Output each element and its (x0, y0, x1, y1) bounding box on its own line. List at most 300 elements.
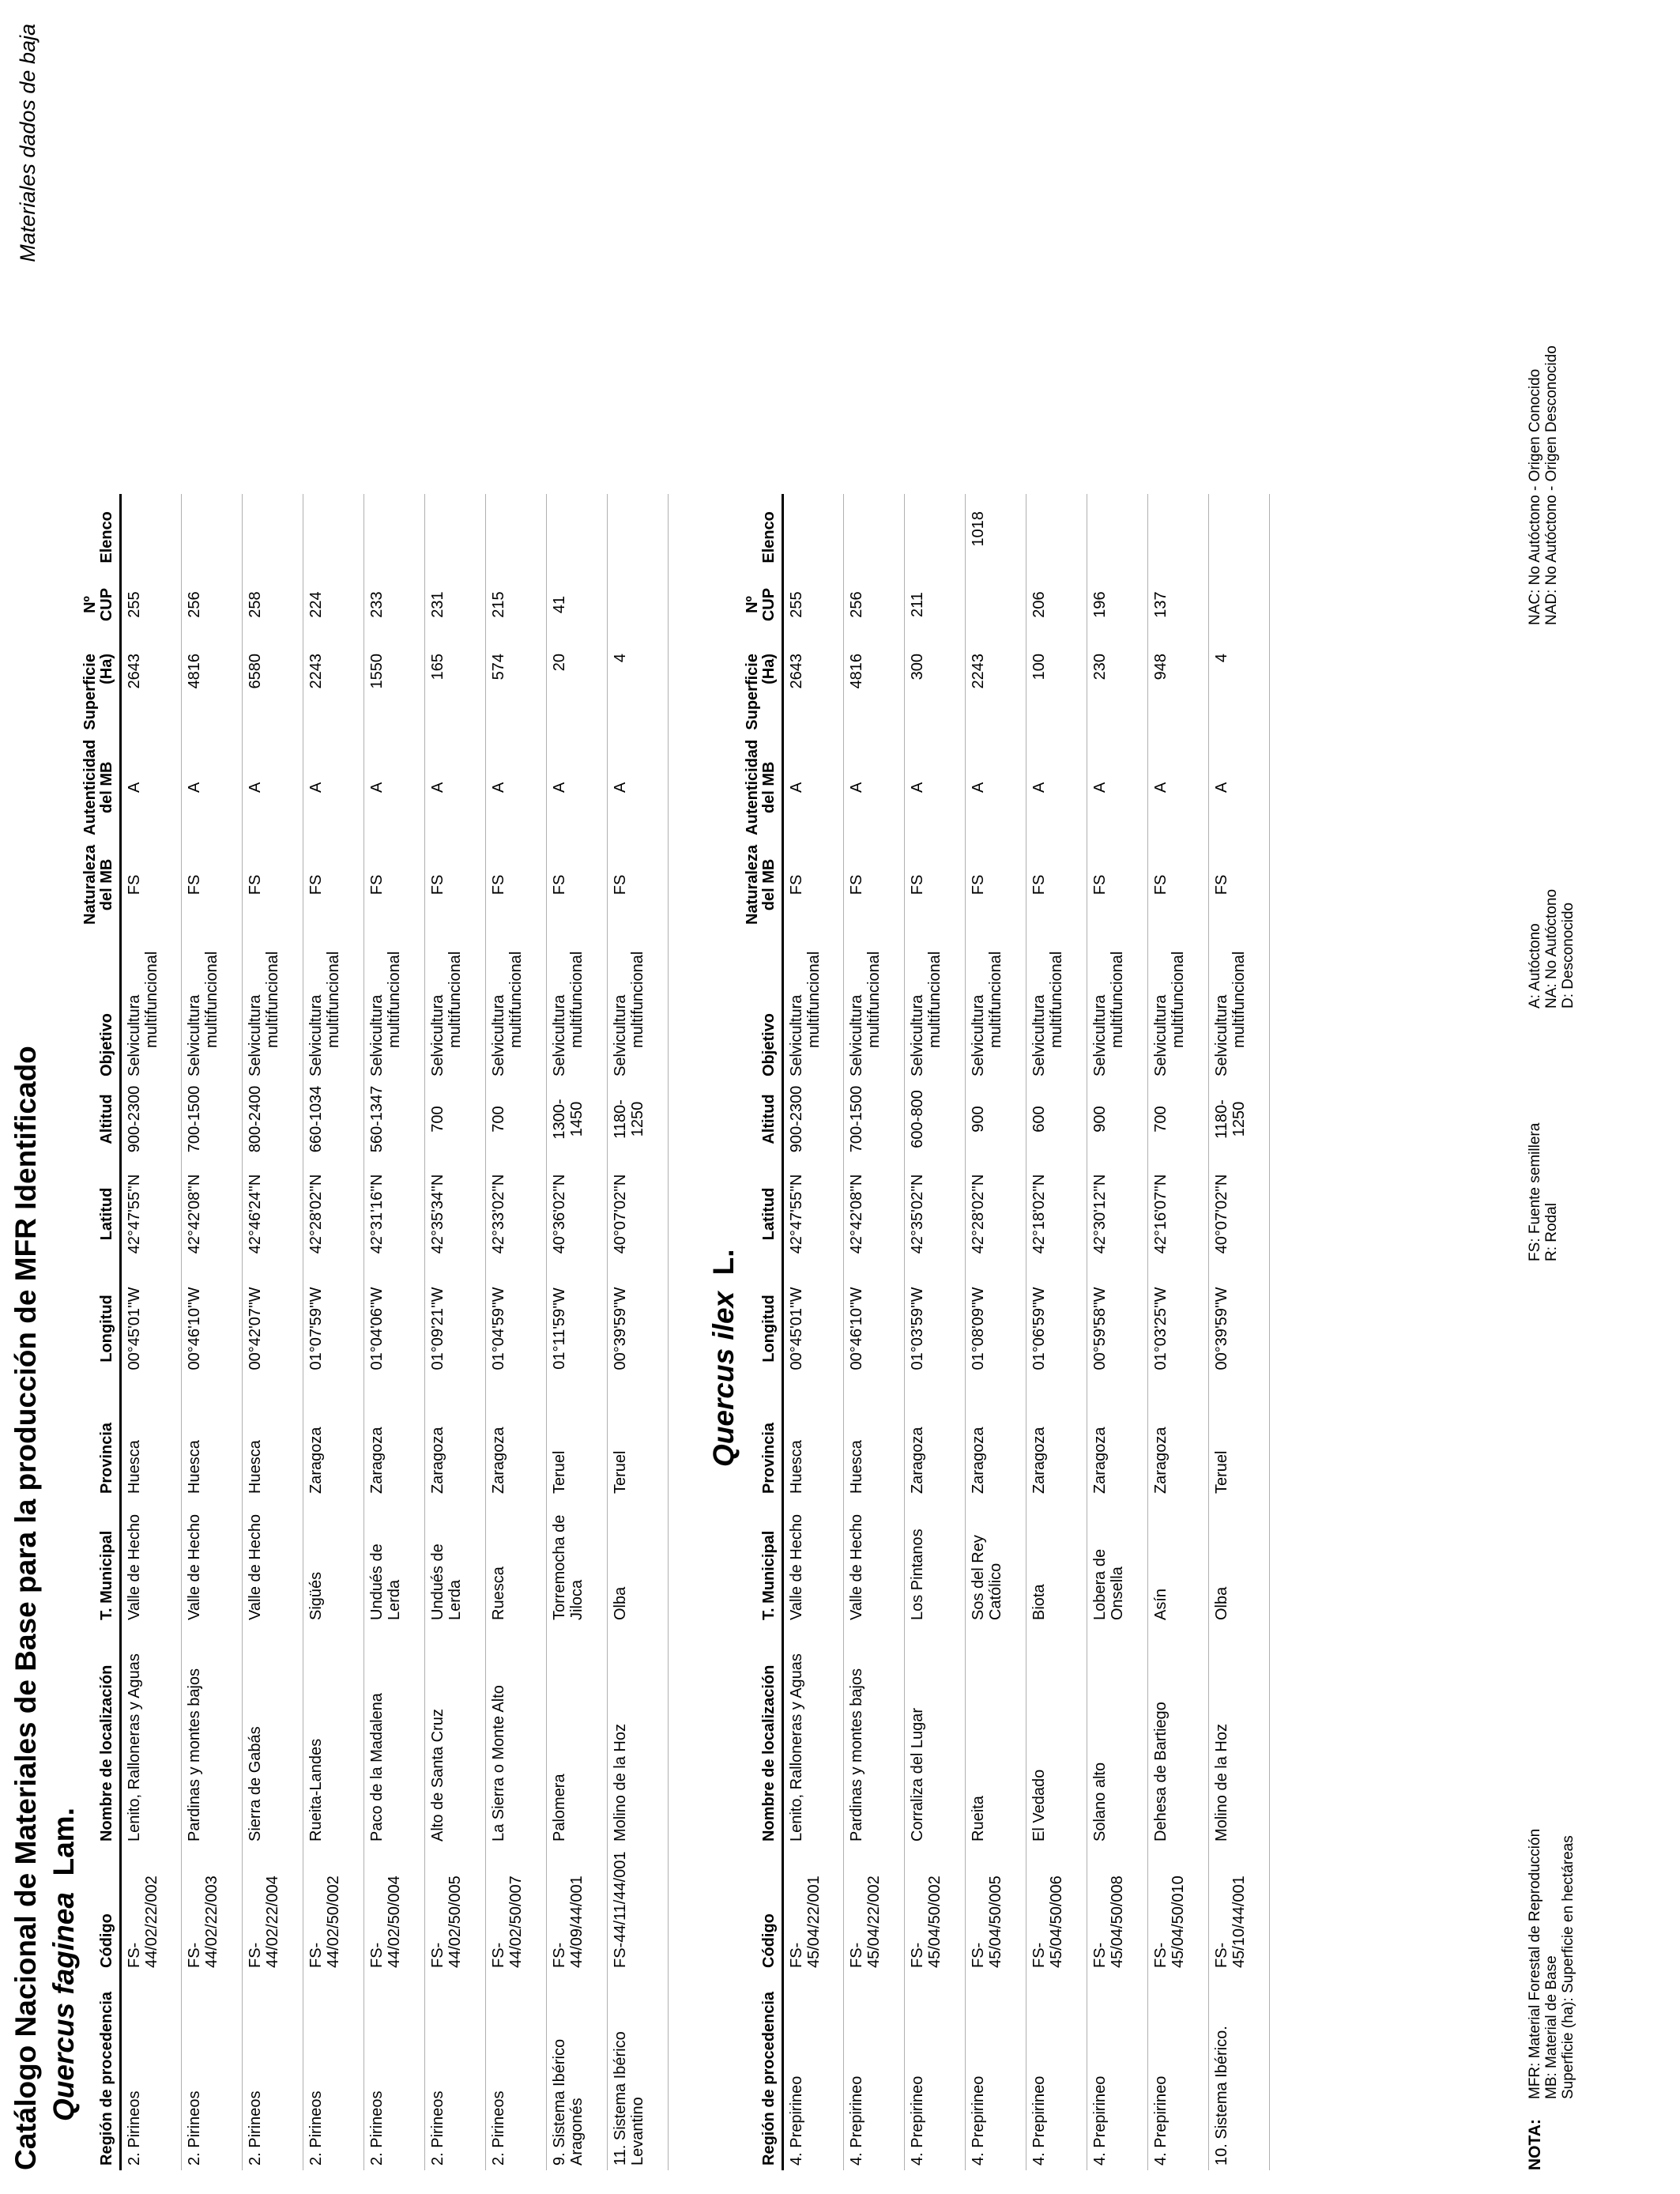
cell-region: 4. Prepirineo (966, 1973, 1026, 2170)
cell-autenticidad: A (905, 735, 966, 840)
cell-nombre: Pardinas y montes bajos (844, 1625, 905, 1846)
objetivo-line-2: multifuncional (1230, 951, 1248, 1048)
cell-superficie: 4816 (182, 636, 243, 735)
cell-naturaleza: FS (1087, 840, 1148, 929)
cell-provincia: Zaragoza (905, 1388, 966, 1498)
cell-region: 4. Prepirineo (1087, 1973, 1148, 2170)
header-autenticidad: Autenticidad del MB (744, 735, 783, 840)
cell-provincia: Zaragoza (486, 1388, 547, 1498)
cell-municipal: Biota (1026, 1498, 1087, 1625)
cell-naturaleza: FS (303, 840, 364, 929)
cell-naturaleza: FS (425, 840, 486, 929)
cell-altitud: 800-2400 (243, 1080, 303, 1159)
note-line: MB: Material de Base (1543, 1955, 1560, 2099)
header-superficie: Superficie (Ha) (744, 636, 783, 735)
species-name: Quercus faginea (47, 1892, 80, 2121)
cell-codigo: FS-45/04/50/002 (905, 1846, 966, 1973)
note-line: R: Rodal (1543, 1203, 1560, 1261)
cell-naturaleza: FS (1148, 840, 1209, 929)
cell-objetivo (364, 929, 425, 1080)
cell-elenco (425, 494, 486, 573)
cell-longitud: 01°06'59''W (1026, 1269, 1087, 1388)
cell-region: 2. Pirineos (364, 1973, 425, 2170)
cell-cup: 41 (547, 573, 608, 636)
cell-naturaleza: FS (608, 840, 669, 929)
cell-latitud: 42°28'02''N (303, 1159, 364, 1269)
objetivo-line-2: multifuncional (507, 951, 525, 1048)
cell-objetivo (486, 929, 547, 1080)
cell-latitud: 42°46'24''N (243, 1159, 303, 1269)
table-row (303, 494, 364, 2170)
header-cup: Nº CUP (82, 573, 121, 636)
cell-objetivo (121, 929, 182, 1080)
cell-municipal: Sigüés (303, 1498, 364, 1625)
cell-superficie: 2243 (966, 636, 1026, 735)
cell-superficie: 6580 (243, 636, 303, 735)
objetivo-line-2: multifuncional (1048, 951, 1065, 1048)
cell-nombre: El Vedado (1026, 1625, 1087, 1846)
cell-provincia: Huesca (121, 1388, 182, 1498)
cell-nombre: Lenito, Ralloneras y Aguas (121, 1625, 182, 1846)
cell-naturaleza: FS (1209, 840, 1270, 929)
objetivo-line-2: multifuncional (1109, 951, 1126, 1048)
header-superficie: Superficie (Ha) (82, 636, 121, 735)
notes-col-2 (1527, 1123, 1560, 1261)
cell-municipal: Asín (1148, 1498, 1209, 1625)
page-subtitle: Materiales dados de baja (16, 24, 40, 262)
cell-nombre: Molino de la Hoz (608, 1625, 669, 1846)
cell-municipal: Olba (608, 1498, 669, 1625)
table-row (966, 494, 1026, 2170)
cell-longitud: 01°03'59''W (905, 1269, 966, 1388)
cell-superficie: 4 (608, 636, 669, 735)
cell-objetivo (905, 929, 966, 1080)
cell-provincia: Zaragoza (425, 1388, 486, 1498)
cell-nombre: Alto de Santa Cruz (425, 1625, 486, 1846)
note-line: MFR: Material Forestal de Reproducción (1527, 1828, 1543, 2099)
cell-altitud: 900-2300 (783, 1080, 844, 1159)
objetivo-line-1: Selvicultura (551, 994, 568, 1076)
cell-superficie: 948 (1148, 636, 1209, 735)
cell-naturaleza: FS (966, 840, 1026, 929)
cell-altitud: 560-1347 (364, 1080, 425, 1159)
cell-region: 2. Pirineos (486, 1973, 547, 2170)
table-row (905, 494, 966, 2170)
species-author: L. (707, 1249, 740, 1276)
cell-codigo: FS-45/10/44/001 (1209, 1846, 1270, 1973)
cell-superficie: 2643 (121, 636, 182, 735)
cell-region: 2. Pirineos (303, 1973, 364, 2170)
cell-superficie: 300 (905, 636, 966, 735)
cell-latitud: 42°42'08''N (182, 1159, 243, 1269)
header-codigo: Código (744, 1846, 783, 1973)
cell-codigo: FS-44/11/44/001 (608, 1846, 669, 1973)
objetivo-line-2: multifuncional (446, 951, 464, 1048)
cell-provincia: Huesca (844, 1388, 905, 1498)
cell-codigo: FS-45/04/50/005 (966, 1846, 1026, 1973)
cell-region: 2. Pirineos (121, 1973, 182, 2170)
cell-municipal: Torremocha de Jiloca (547, 1498, 608, 1625)
cell-autenticidad: A (1087, 735, 1148, 840)
cell-autenticidad: A (425, 735, 486, 840)
cell-superficie: 2643 (783, 636, 844, 735)
objetivo-line-2: multifuncional (143, 951, 160, 1048)
cell-naturaleza: FS (243, 840, 303, 929)
cell-altitud: 700 (1148, 1080, 1209, 1159)
header-naturaleza: Naturaleza del MB (82, 840, 121, 929)
material-table-faginea (82, 494, 669, 2170)
header-objetivo: Objetivo (744, 929, 783, 1080)
cell-municipal: Ruesca (486, 1498, 547, 1625)
cell-longitud: 01°03'25''W (1148, 1269, 1209, 1388)
cell-codigo: FS-45/04/50/010 (1148, 1846, 1209, 1973)
note-line: Superficie (ha): Superficie en hectáreas (1560, 1835, 1576, 2099)
cell-longitud: 00°45'01''W (121, 1269, 182, 1388)
table-row (547, 494, 608, 2170)
cell-municipal: Undués de Lerda (425, 1498, 486, 1625)
cell-codigo: FS-45/04/50/008 (1087, 1846, 1148, 1973)
species-heading-faginea (47, 1808, 81, 2121)
cell-region: 2. Pirineos (425, 1973, 486, 2170)
cell-elenco (364, 494, 425, 573)
header-latitud: Latitud (82, 1159, 121, 1269)
cell-municipal: Valle de Hecho (243, 1498, 303, 1625)
cell-longitud: 00°46'10''W (844, 1269, 905, 1388)
cell-autenticidad: A (1148, 735, 1209, 840)
cell-codigo: FS-45/04/22/001 (783, 1846, 844, 1973)
cell-objetivo (182, 929, 243, 1080)
species-author: Lam. (47, 1808, 80, 1876)
cell-objetivo (243, 929, 303, 1080)
cell-superficie: 100 (1026, 636, 1087, 735)
cell-longitud: 01°07'59''W (303, 1269, 364, 1388)
cell-longitud: 00°39'59''W (608, 1269, 669, 1388)
header-provincia: Provincia (82, 1388, 121, 1498)
cell-objetivo (303, 929, 364, 1080)
header-cup: Nº CUP (744, 573, 783, 636)
cell-cup: 255 (121, 573, 182, 636)
cell-cup: 231 (425, 573, 486, 636)
cell-autenticidad: A (243, 735, 303, 840)
cell-naturaleza: FS (547, 840, 608, 929)
cell-autenticidad: A (844, 735, 905, 840)
cell-superficie: 230 (1087, 636, 1148, 735)
cell-codigo: FS-44/02/22/002 (121, 1846, 182, 1973)
cell-cup: 137 (1148, 573, 1209, 636)
notes-col-3 (1527, 889, 1576, 1008)
cell-latitud: 40°36'02''N (547, 1159, 608, 1269)
cell-superficie: 2243 (303, 636, 364, 735)
cell-provincia: Huesca (783, 1388, 844, 1498)
cell-altitud: 600-800 (905, 1080, 966, 1159)
cell-objetivo (547, 929, 608, 1080)
cell-altitud: 700 (425, 1080, 486, 1159)
cell-nombre: Dehesa de Bartiego (1148, 1625, 1209, 1846)
note-line: A: Autóctono (1527, 923, 1543, 1008)
cell-latitud: 40°07'02''N (608, 1159, 669, 1269)
cell-altitud: 900 (1087, 1080, 1148, 1159)
cell-latitud: 42°35'02''N (905, 1159, 966, 1269)
objetivo-line-2: multifuncional (629, 951, 646, 1048)
cell-objetivo (1026, 929, 1087, 1080)
cell-provincia: Zaragoza (364, 1388, 425, 1498)
cell-altitud: 700 (486, 1080, 547, 1159)
table-row (1148, 494, 1209, 2170)
cell-elenco: 1018 (966, 494, 1026, 573)
header-elenco: Elenco (744, 494, 783, 573)
cell-provincia: Huesca (243, 1388, 303, 1498)
cell-nombre: Lenito, Ralloneras y Aguas (783, 1625, 844, 1846)
table-row (608, 494, 669, 2170)
cell-nombre: Paco de la Madalena (364, 1625, 425, 1846)
cell-elenco (303, 494, 364, 573)
objetivo-line-1: Selvicultura (1091, 994, 1109, 1076)
cell-cup (1209, 573, 1270, 636)
objetivo-line-1: Selvicultura (247, 994, 264, 1076)
cell-longitud: 01°11'59''W (547, 1269, 608, 1388)
objetivo-line-1: Selvicultura (1152, 994, 1170, 1076)
cell-municipal: Valle de Hecho (844, 1498, 905, 1625)
cell-latitud: 42°33'02''N (486, 1159, 547, 1269)
cell-latitud: 42°47'55''N (783, 1159, 844, 1269)
cell-latitud: 42°18'02''N (1026, 1159, 1087, 1269)
cell-provincia: Zaragoza (1148, 1388, 1209, 1498)
cell-elenco (1087, 494, 1148, 573)
header-longitud: Longitud (744, 1269, 783, 1388)
cell-region: 2. Pirineos (243, 1973, 303, 2170)
objetivo-line-1: Selvicultura (612, 994, 629, 1076)
cell-naturaleza: FS (364, 840, 425, 929)
cell-latitud: 42°42'08''N (844, 1159, 905, 1269)
table-row (1087, 494, 1148, 2170)
cell-objetivo (966, 929, 1026, 1080)
cell-longitud: 00°39'59''W (1209, 1269, 1270, 1388)
cell-cup (608, 573, 669, 636)
note-line: NAC: No Autóctono - Origen Conocido (1527, 368, 1543, 625)
objetivo-line-1: Selvicultura (1030, 994, 1048, 1076)
notes-label: NOTA: (1526, 2119, 1544, 2170)
cell-autenticidad: A (1026, 735, 1087, 840)
cell-provincia: Huesca (182, 1388, 243, 1498)
cell-provincia: Teruel (1209, 1388, 1270, 1498)
cell-naturaleza: FS (1026, 840, 1087, 929)
cell-cup: 211 (905, 573, 966, 636)
cell-nombre: Pardinas y montes bajos (182, 1625, 243, 1846)
cell-provincia: Zaragoza (966, 1388, 1026, 1498)
cell-autenticidad: A (547, 735, 608, 840)
cell-elenco (783, 494, 844, 573)
cell-superficie: 20 (547, 636, 608, 735)
cell-altitud: 1300-1450 (547, 1080, 608, 1159)
cell-nombre: Molino de la Hoz (1209, 1625, 1270, 1846)
objetivo-line-1: Selvicultura (1213, 994, 1230, 1076)
material-table-ilex (744, 494, 1270, 2170)
cell-autenticidad: A (121, 735, 182, 840)
cell-region: 9. Sistema Ibérico Aragonés (547, 1973, 608, 2170)
cell-autenticidad: A (182, 735, 243, 840)
table-header-row (82, 494, 121, 2170)
header-altitud: Altitud (82, 1080, 121, 1159)
notes-col-4 (1527, 345, 1560, 625)
species-name: Quercus ilex (707, 1291, 740, 1467)
cell-nombre: La Sierra o Monte Alto (486, 1625, 547, 1846)
cell-codigo: FS-44/02/22/004 (243, 1846, 303, 1973)
header-autenticidad: Autenticidad del MB (82, 735, 121, 840)
cell-cup: 233 (364, 573, 425, 636)
cell-superficie: 4 (1209, 636, 1270, 735)
cell-codigo: FS-45/04/50/006 (1026, 1846, 1087, 1973)
cell-elenco (844, 494, 905, 573)
cell-elenco (1209, 494, 1270, 573)
cell-elenco (243, 494, 303, 573)
table-row (783, 494, 844, 2170)
cell-longitud: 00°45'01''W (783, 1269, 844, 1388)
cell-altitud: 900-2300 (121, 1080, 182, 1159)
cell-nombre: Solano alto (1087, 1625, 1148, 1846)
cell-cup: 215 (486, 573, 547, 636)
cell-naturaleza: FS (121, 840, 182, 929)
cell-nombre: Corraliza del Lugar (905, 1625, 966, 1846)
notes-col-1 (1527, 1829, 1576, 2099)
cell-superficie: 165 (425, 636, 486, 735)
cell-codigo: FS-44/02/50/005 (425, 1846, 486, 1973)
cell-naturaleza: FS (783, 840, 844, 929)
header-region: Región de procedencia (82, 1973, 121, 2170)
table-row (243, 494, 303, 2170)
cell-altitud: 600 (1026, 1080, 1087, 1159)
cell-provincia: Zaragoza (1026, 1388, 1087, 1498)
cell-superficie: 574 (486, 636, 547, 735)
cell-objetivo (425, 929, 486, 1080)
objetivo-line-1: Selvicultura (126, 994, 143, 1076)
cell-cup (966, 573, 1026, 636)
cell-altitud: 700-1500 (844, 1080, 905, 1159)
objetivo-line-2: multifuncional (264, 951, 281, 1048)
table-header-row (744, 494, 783, 2170)
objetivo-line-1: Selvicultura (970, 994, 987, 1076)
cell-autenticidad: A (364, 735, 425, 840)
note-line: NAD: No Autóctono - Origen Desconocido (1543, 345, 1560, 625)
cell-autenticidad: A (783, 735, 844, 840)
cell-cup: 224 (303, 573, 364, 636)
cell-naturaleza: FS (844, 840, 905, 929)
objetivo-line-1: Selvicultura (788, 994, 805, 1076)
header-longitud: Longitud (82, 1269, 121, 1388)
objetivo-line-2: multifuncional (865, 951, 883, 1048)
cell-altitud: 700-1500 (182, 1080, 243, 1159)
cell-cup: 206 (1026, 573, 1087, 636)
cell-region: 10. Sistema Ibérico. (1209, 1973, 1270, 2170)
cell-elenco (1148, 494, 1209, 573)
objetivo-line-2: multifuncional (987, 951, 1004, 1048)
cell-naturaleza: FS (905, 840, 966, 929)
note-line: FS: Fuente semillera (1527, 1122, 1543, 1261)
cell-municipal: Valle de Hecho (182, 1498, 243, 1625)
cell-latitud: 42°31'16''N (364, 1159, 425, 1269)
cell-altitud: 660-1034 (303, 1080, 364, 1159)
cell-municipal: Olba (1209, 1498, 1270, 1625)
table-row (486, 494, 547, 2170)
header-codigo: Código (82, 1846, 121, 1973)
cell-latitud: 42°16'07''N (1148, 1159, 1209, 1269)
header-region: Región de procedencia (744, 1973, 783, 2170)
cell-codigo: FS-44/02/50/004 (364, 1846, 425, 1973)
cell-region: 4. Prepirineo (905, 1973, 966, 2170)
table-row (844, 494, 905, 2170)
header-elenco: Elenco (82, 494, 121, 573)
cell-elenco (121, 494, 182, 573)
cell-elenco (608, 494, 669, 573)
header-nombre: Nombre de localización (744, 1625, 783, 1846)
cell-provincia: Teruel (608, 1388, 669, 1498)
cell-elenco (182, 494, 243, 573)
cell-longitud: 01°04'06''W (364, 1269, 425, 1388)
cell-nombre: Rueita (966, 1625, 1026, 1846)
objetivo-line-2: multifuncional (203, 951, 220, 1048)
cell-objetivo (1148, 929, 1209, 1080)
objetivo-line-2: multifuncional (1170, 951, 1187, 1048)
cell-municipal: Valle de Hecho (783, 1498, 844, 1625)
cell-region: 4. Prepirineo (783, 1973, 844, 2170)
cell-provincia: Zaragoza (1087, 1388, 1148, 1498)
cell-objetivo (844, 929, 905, 1080)
cell-latitud: 42°35'34''N (425, 1159, 486, 1269)
cell-codigo: FS-44/02/22/003 (182, 1846, 243, 1973)
header-latitud: Latitud (744, 1159, 783, 1269)
cell-municipal: Valle de Hecho (121, 1498, 182, 1625)
cell-longitud: 00°59'58''W (1087, 1269, 1148, 1388)
cell-cup: 256 (844, 573, 905, 636)
cell-naturaleza: FS (182, 840, 243, 929)
cell-nombre: Sierra de Gabás (243, 1625, 303, 1846)
cell-autenticidad: A (486, 735, 547, 840)
cell-superficie: 4816 (844, 636, 905, 735)
cell-altitud: 1180-1250 (1209, 1080, 1270, 1159)
objetivo-line-2: multifuncional (325, 951, 342, 1048)
cell-region: 2. Pirineos (182, 1973, 243, 2170)
objetivo-line-1: Selvicultura (186, 994, 203, 1076)
cell-autenticidad: A (608, 735, 669, 840)
note-line: NA: No Autóctono (1543, 888, 1560, 1008)
cell-elenco (486, 494, 547, 573)
table-row (1026, 494, 1087, 2170)
header-naturaleza: Naturaleza del MB (744, 840, 783, 929)
cell-objetivo (783, 929, 844, 1080)
cell-municipal: Lobera de Onsella (1087, 1498, 1148, 1625)
cell-latitud: 42°30'12''N (1087, 1159, 1148, 1269)
table-row (364, 494, 425, 2170)
page-title: Catálogo Nacional de Materiales de Base para la producción de MFR Identificado (9, 1046, 42, 2170)
note-line: D: Desconocido (1560, 902, 1576, 1008)
cell-objetivo (608, 929, 669, 1080)
cell-autenticidad: A (303, 735, 364, 840)
table-row (121, 494, 182, 2170)
cell-longitud: 01°09'21''W (425, 1269, 486, 1388)
cell-cup: 196 (1087, 573, 1148, 636)
header-municipal: T. Municipal (82, 1498, 121, 1625)
cell-elenco (905, 494, 966, 573)
cell-nombre: Palomera (547, 1625, 608, 1846)
cell-latitud: 42°47'55''N (121, 1159, 182, 1269)
cell-elenco (547, 494, 608, 573)
objetivo-line-1: Selvicultura (368, 994, 386, 1076)
cell-naturaleza: FS (486, 840, 547, 929)
header-municipal: T. Municipal (744, 1498, 783, 1625)
cell-region: 4. Prepirineo (1148, 1973, 1209, 2170)
cell-elenco (1026, 494, 1087, 573)
cell-municipal: Los Pintanos (905, 1498, 966, 1625)
cell-latitud: 42°28'02''N (966, 1159, 1026, 1269)
